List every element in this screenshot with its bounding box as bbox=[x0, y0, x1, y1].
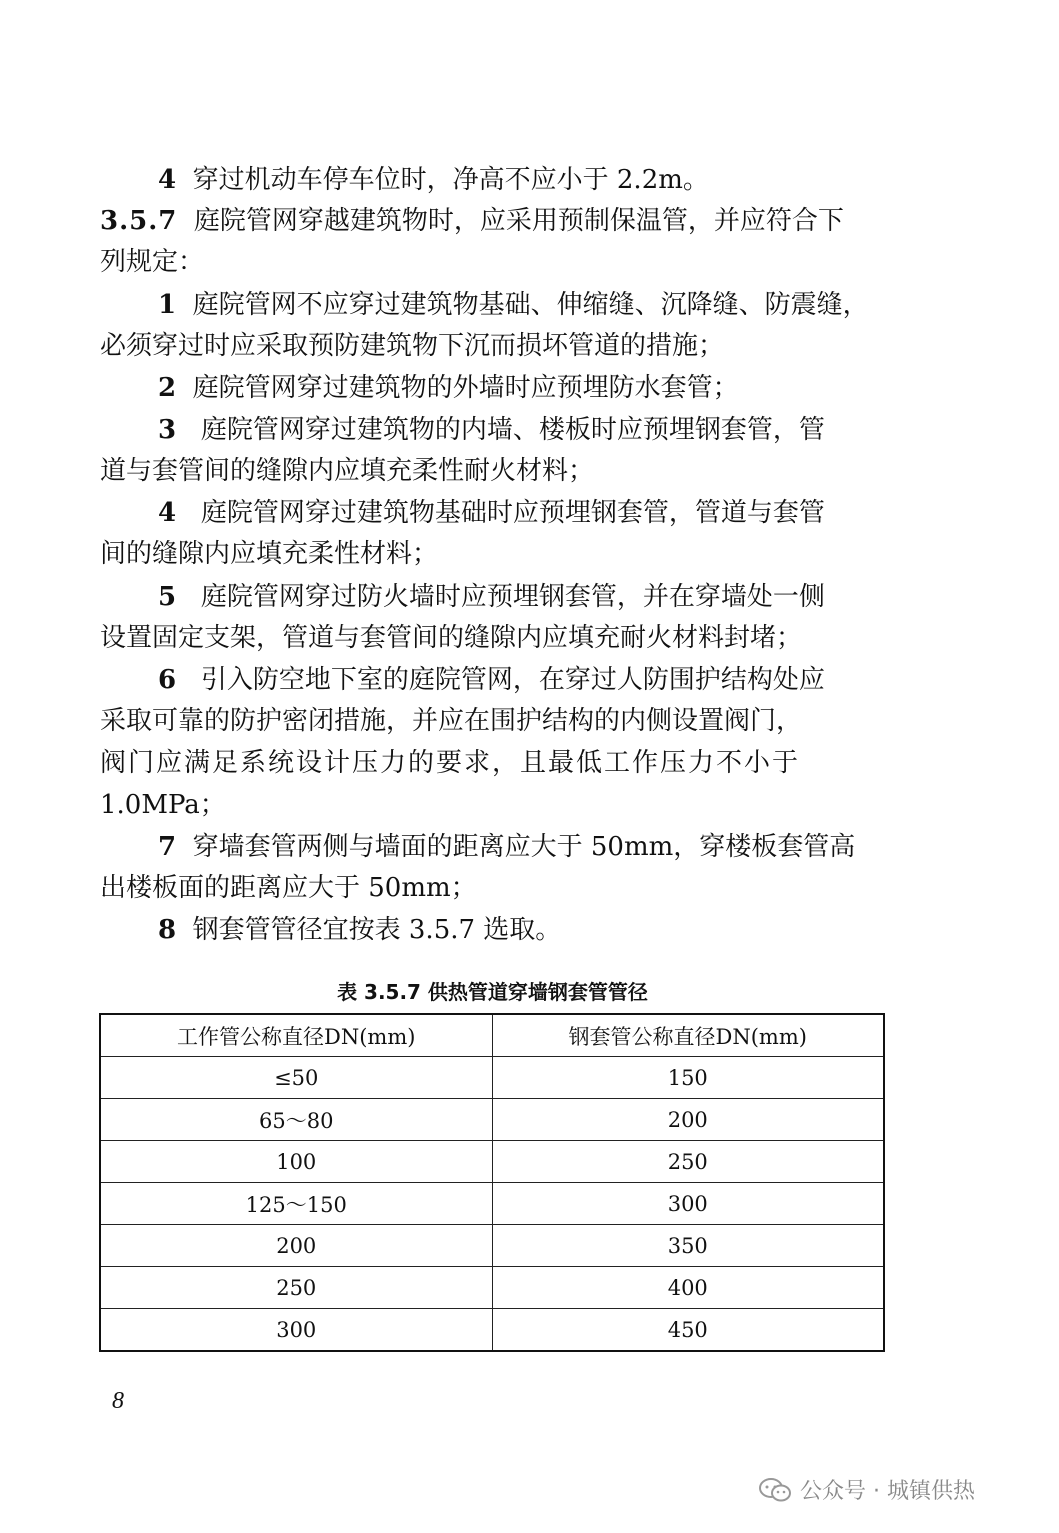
table-row bbox=[100, 1225, 884, 1267]
clause-line bbox=[100, 328, 890, 364]
item-text: 设置固定支架，管道与套管间的缝隙内应填充耐火材料封堵； bbox=[100, 623, 803, 653]
header-sleeve-dn: 钢套管公称直径DN(mm) bbox=[492, 1014, 884, 1057]
item-number: 4 bbox=[158, 498, 177, 528]
item-text: 庭院管网穿过建筑物的内墙、楼板时应预埋钢套管，管 bbox=[200, 415, 825, 445]
item-number: 6 bbox=[158, 665, 177, 695]
clause-line bbox=[100, 787, 890, 823]
item-text: 引入防空地下室的庭院管网，在穿过人防围护结构处应 bbox=[200, 665, 825, 695]
item-text: 庭院管网穿过建筑物的外墙时应预埋防水套管； bbox=[192, 373, 739, 403]
clause-line bbox=[100, 912, 948, 948]
item-number: 5 bbox=[158, 582, 177, 612]
item-text: 穿过机动车停车位时，净高不应小于 2.2m。 bbox=[192, 165, 709, 195]
clause-line bbox=[100, 412, 948, 448]
work-pipe-dn-cell: 65～80 bbox=[100, 1099, 492, 1141]
work-pipe-dn-cell: 125～150 bbox=[100, 1183, 492, 1225]
clause-line bbox=[100, 579, 948, 615]
item-text: 道与套管间的缝隙内应填充柔性耐火材料； bbox=[100, 456, 595, 486]
table-row bbox=[100, 1099, 884, 1141]
sleeve-dn-cell: 350 bbox=[492, 1225, 884, 1267]
page-number: 8 bbox=[112, 1388, 124, 1414]
table-caption: 表 3.5.7 供热管道穿墙钢套管管径 bbox=[337, 980, 648, 1004]
table-row bbox=[100, 1057, 884, 1099]
watermark bbox=[758, 1474, 975, 1505]
item-number: 3 bbox=[158, 415, 177, 445]
clause-line bbox=[100, 870, 890, 906]
clause-line bbox=[100, 162, 948, 198]
item-number: 7 bbox=[158, 832, 177, 862]
section-number: 3.5.7 bbox=[100, 206, 178, 236]
clause-line bbox=[100, 495, 948, 531]
item-text: 钢套管管径宜按表 3.5.7 选取。 bbox=[192, 915, 562, 945]
clause-line bbox=[100, 662, 948, 698]
clause-line bbox=[100, 370, 948, 406]
item-text: 出楼板面的距离应大于 50mm； bbox=[100, 873, 477, 903]
clause-line bbox=[100, 620, 890, 656]
table-row bbox=[100, 1141, 884, 1183]
sleeve-dn-cell: 300 bbox=[492, 1183, 884, 1225]
item-text: 间的缝隙内应填充柔性材料； bbox=[100, 539, 439, 569]
sleeve-dn-cell: 250 bbox=[492, 1141, 884, 1183]
work-pipe-dn-cell: 100 bbox=[100, 1141, 492, 1183]
item-number: 1 bbox=[158, 290, 177, 320]
item-text: 庭院管网穿过建筑物基础时应预埋钢套管，管道与套管 bbox=[200, 498, 825, 528]
work-pipe-dn-cell: 300 bbox=[100, 1309, 492, 1352]
work-pipe-dn-cell: 200 bbox=[100, 1225, 492, 1267]
item-number: 8 bbox=[158, 915, 177, 945]
sleeve-dn-cell: 450 bbox=[492, 1309, 884, 1352]
table-row bbox=[100, 1309, 884, 1352]
sleeve-dn-cell: 200 bbox=[492, 1099, 884, 1141]
item-text: 穿墙套管两侧与墙面的距离应大于 50mm，穿楼板套管高 bbox=[192, 832, 856, 862]
clause-line bbox=[100, 287, 948, 323]
item-text: 必须穿过时应采取预防建筑物下沉而损坏管道的措施； bbox=[100, 331, 725, 361]
section-heading bbox=[100, 203, 890, 239]
clause-line bbox=[100, 703, 890, 739]
work-pipe-dn-cell: 250 bbox=[100, 1267, 492, 1309]
work-pipe-dn-cell: ≤50 bbox=[100, 1057, 492, 1099]
wechat-icon bbox=[758, 1477, 792, 1503]
pipe-sleeve-table bbox=[99, 1013, 885, 1352]
section-text: 庭院管网穿越建筑物时，应采用预制保温管，并应符合下 bbox=[193, 206, 844, 236]
sleeve-dn-cell: 150 bbox=[492, 1057, 884, 1099]
clause-line bbox=[100, 453, 890, 489]
clause-line bbox=[100, 829, 948, 865]
watermark-text: 公众号 · 城镇供热 bbox=[800, 1479, 975, 1504]
item-text: 列规定： bbox=[100, 247, 205, 277]
sleeve-dn-cell: 400 bbox=[492, 1267, 884, 1309]
item-text: 庭院管网不应穿过建筑物基础、伸缩缝、沉降缝、防震缝， bbox=[192, 290, 869, 320]
item-number: 4 bbox=[158, 165, 177, 195]
table-header-row bbox=[100, 1014, 884, 1057]
clause-line bbox=[100, 745, 890, 781]
item-text: 1.0MPa； bbox=[100, 790, 226, 820]
item-text: 采取可靠的防护密闭措施，并应在围护结构的内侧设置阀门， bbox=[100, 706, 803, 736]
item-number: 2 bbox=[158, 373, 177, 403]
clause-line bbox=[100, 244, 890, 280]
table-row bbox=[100, 1183, 884, 1225]
table-row bbox=[100, 1267, 884, 1309]
header-work-pipe-dn: 工作管公称直径DN(mm) bbox=[100, 1014, 492, 1057]
item-text: 庭院管网穿过防火墙时应预埋钢套管，并在穿墙处一侧 bbox=[200, 582, 825, 612]
clause-line bbox=[100, 536, 890, 572]
item-text: 阀门应满足系统设计压力的要求，且最低工作压力不小于 bbox=[100, 748, 801, 778]
